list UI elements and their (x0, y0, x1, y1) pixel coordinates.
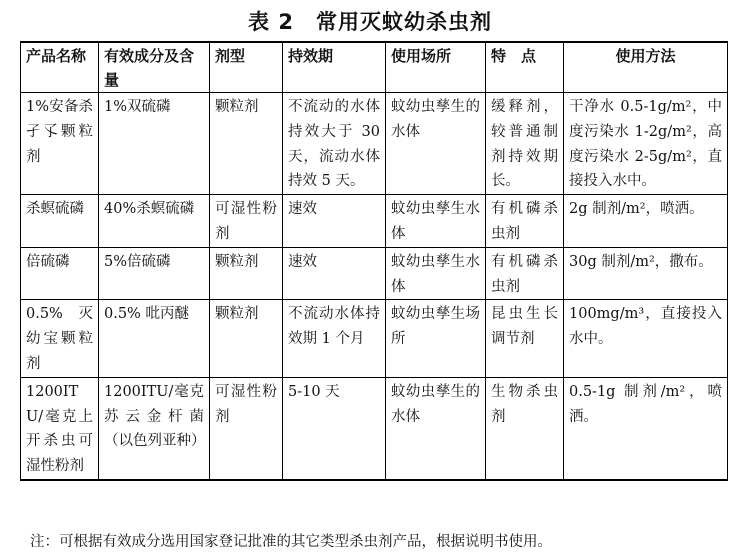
cell-active-ingredient: 1200ITU/毫克苏云金杆菌（以色列亚种） (99, 377, 210, 480)
cell-features: 昆虫生长调节剂 (486, 300, 564, 377)
header-usage: 使用方法 (564, 42, 728, 93)
cell-usage: 2g 制剂/m²，喷洒。 (564, 195, 728, 248)
cell-duration: 不流动的水体持效大于 30 天，流动水体持效 5 天。 (283, 93, 386, 195)
header-product-name: 产品名称 (21, 42, 99, 93)
cell-usage: 100mg/m³，直接投入水中。 (564, 300, 728, 377)
cell-duration: 不流动水体持效期 1 个月 (283, 300, 386, 377)
cell-formulation: 颗粒剂 (210, 93, 283, 195)
cell-product-name: 0.5% 灭幼宝颗粒剂 (21, 300, 99, 377)
table-row (21, 93, 728, 195)
cell-usage: 0.5-1g 制剂/m²，喷洒。 (564, 377, 728, 480)
cell-active-ingredient: 1%双硫磷 (99, 93, 210, 195)
header-active-ingredient: 有效成分及含量 (99, 42, 210, 93)
cell-active-ingredient: 40%杀螟硫磷 (99, 195, 210, 248)
header-site: 使用场所 (386, 42, 486, 93)
cell-active-ingredient: 0.5% 吡丙醚 (99, 300, 210, 377)
cell-features: 缓释剂，较普通制剂持效期长。 (486, 93, 564, 195)
cell-site: 蚊幼虫孳生场所 (386, 300, 486, 377)
cell-features: 有机磷杀虫剂 (486, 195, 564, 248)
cell-features: 生物杀虫剂 (486, 377, 564, 480)
table-row (21, 247, 728, 300)
cell-formulation: 颗粒剂 (210, 247, 283, 300)
cell-site: 蚊幼虫孳生水体 (386, 247, 486, 300)
cell-usage: 干净水 0.5-1g/m²，中度污染水 1-2g/m²，高度污染水 2-5g/m²，直接投入水中。 (564, 93, 728, 195)
cell-product-name: 1200ITU/毫克上开杀虫可湿性粉剂 (21, 377, 99, 480)
cell-features: 有机磷杀虫剂 (486, 247, 564, 300)
cell-site: 蚊幼虫孳生的水体 (386, 377, 486, 480)
cell-site: 蚊幼虫孳生水体 (386, 195, 486, 248)
cell-product-name: 倍硫磷 (21, 247, 99, 300)
table-header-row (21, 42, 728, 93)
header-features: 特 点 (486, 42, 564, 93)
table-row (21, 300, 728, 377)
cell-product-name: 杀螟硫磷 (21, 195, 99, 248)
header-formulation: 剂型 (210, 42, 283, 93)
cell-duration: 速效 (283, 195, 386, 248)
table-row (21, 377, 728, 480)
cell-site: 蚊幼虫孳生的水体 (386, 93, 486, 195)
cell-duration: 速效 (283, 247, 386, 300)
cell-product-name: 1%安备杀孑孓颗粒剂 (21, 93, 99, 195)
cell-usage: 30g 制剂/m²，撒布。 (564, 247, 728, 300)
header-duration: 持效期 (283, 42, 386, 93)
table-title: 表 2 常用灭蚊幼杀虫剂 (248, 10, 492, 34)
cell-formulation: 可湿性粉剂 (210, 195, 283, 248)
table-footnote: 注：可根据有效成分选用国家登记批准的其它类型杀虫剂产品，根据说明书使用。 (30, 534, 552, 550)
table-row (21, 195, 728, 248)
cell-formulation: 颗粒剂 (210, 300, 283, 377)
insecticide-table (20, 41, 728, 481)
cell-active-ingredient: 5%倍硫磷 (99, 247, 210, 300)
cell-formulation: 可湿性粉剂 (210, 377, 283, 480)
cell-duration: 5-10 天 (283, 377, 386, 480)
